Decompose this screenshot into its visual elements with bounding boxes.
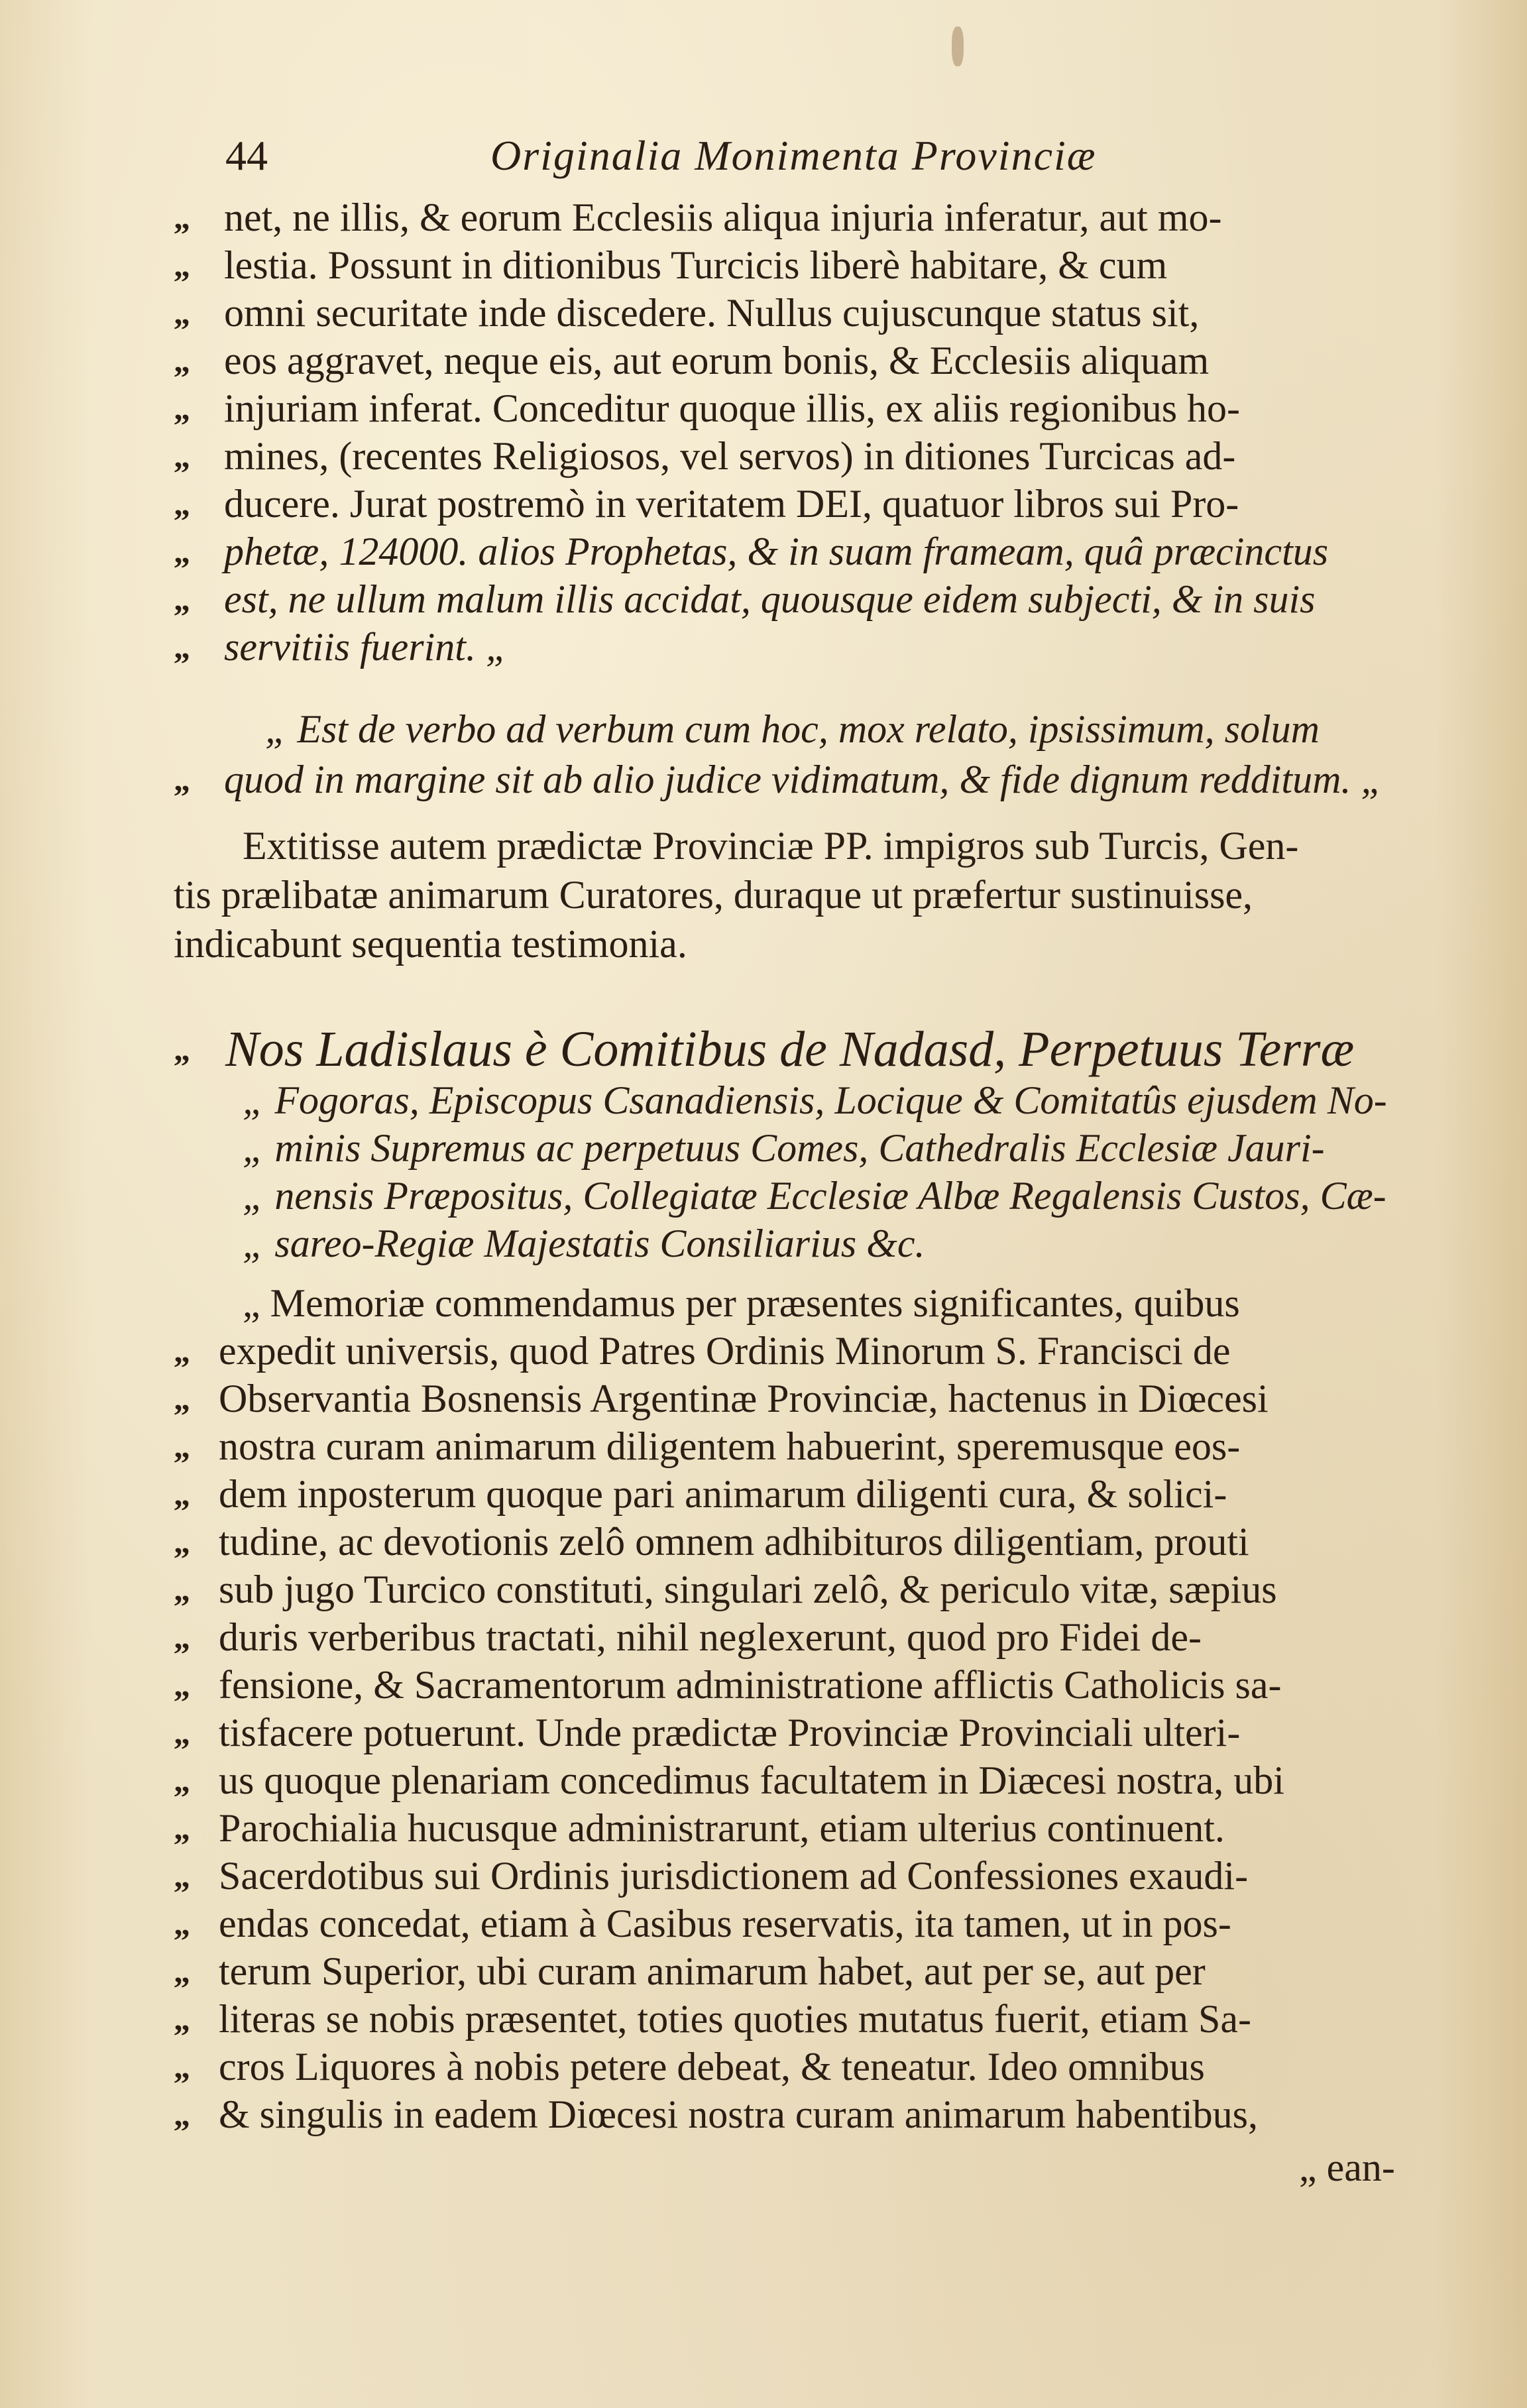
page-header (225, 129, 1219, 182)
line-text: tisfacere potuerunt. Unde prædictæ Provinciæ Provinciali ulteri- (219, 1711, 1241, 1754)
line-text: eos aggravet, neque eis, aut eorum bonis, & Ecclesiis aliquam (224, 339, 1210, 382)
quote-mark: „ (174, 1380, 190, 1417)
quote-mark: „ (174, 581, 190, 618)
quote-mark: „ (174, 2048, 190, 2085)
quote-mark: „ (174, 1031, 190, 1068)
quote-mark: „ (174, 761, 190, 798)
quote-mark: „ (174, 1475, 190, 1513)
line-text: injuriam inferat. Conceditur quoque illis, ex aliis regionibus ho- (224, 386, 1241, 430)
quote-mark: „ (174, 1523, 190, 1560)
line-text: cros Liquores à nobis petere debeat, & teneatur. Ideo omnibus (219, 2045, 1205, 2089)
running-head: Originalia Monimenta Provinciæ (490, 132, 1097, 179)
quote-mark: „ (174, 533, 190, 570)
line-text: est, ne ullum malum illis accidat, quousque eidem subjecti, & in suis (224, 577, 1316, 621)
quote-mark: „ (174, 437, 190, 475)
quote-mark: „ (174, 199, 190, 236)
line-text: tudine, ac devotionis zelô omnem adhibituros diligentiam, prouti (219, 1520, 1249, 1564)
quote-mark: „ (174, 342, 190, 379)
quote-mark: „ (174, 2096, 190, 2133)
quote-mark: „ (174, 1857, 190, 1894)
line-text: terum Superior, ubi curam animarum habet, aut per se, aut per (219, 1949, 1206, 1993)
line-text: Extitisse autem prædictæ Provinciæ PP. impigros sub Turcis, Gen- (243, 824, 1299, 868)
line-text: tis prælibatæ animarum Curatores, duraque ut præfertur sustinuisse, (174, 873, 1253, 917)
line-text: & singulis in eadem Diœcesi nostra curam animarum habentibus, (219, 2093, 1258, 2136)
line-text: sub jugo Turcico constituti, singulari zelô, & periculo vitæ, sæpius (219, 1568, 1277, 1611)
quote-mark: „ (174, 1428, 190, 1465)
line-text: fensione, & Sacramentorum administratione afflictis Catholicis sa- (219, 1663, 1282, 1707)
quote-mark: „ (174, 294, 190, 331)
quote-mark: „ (174, 485, 190, 522)
line-text: „ Memoriæ commendamus per præsentes significantes, quibus (243, 1281, 1240, 1325)
quote-mark: „ (174, 1619, 190, 1656)
quote-mark: „ (174, 1714, 190, 1751)
line-text: servitiis fuerint. „ (224, 625, 508, 669)
line-text: nostra curam animarum diligentem habuerint, speremusque eos- (219, 1424, 1241, 1468)
line-text: omni securitate inde discedere. Nullus cujuscunque status sit, (224, 291, 1200, 335)
line-text: „ Est de verbo ad verbum cum hoc, mox relato, ipsissimum, solum (265, 707, 1320, 751)
line-text: dem inposterum quoque pari animarum diligenti cura, & solici- (219, 1472, 1227, 1516)
line-text: ducere. Jurat postremò in veritatem DEI, quatuor libros sui Pro- (224, 482, 1239, 526)
page-number: 44 (225, 132, 268, 179)
line-text: mines, (recentes Religiosos, vel servos) in ditiones Turcicas ad- (224, 434, 1236, 478)
line-text: Nos Ladislaus è Comitibus de Nadasd, Perpetuus Terræ (225, 1021, 1355, 1077)
line-text: literas se nobis præsentet, toties quoties mutatus fuerit, etiam Sa- (219, 1997, 1252, 2041)
line-text: quod in margine sit ab alio judice vidimatum, & fide dignum redditum. „ (224, 758, 1383, 801)
quote-mark: „ (174, 628, 190, 665)
catchword: „ ean- (1299, 2146, 1395, 2189)
quote-mark: „ (174, 1809, 190, 1847)
line-text: Sacerdotibus sui Ordinis jurisdictionem ad Confessiones exaudi- (219, 1854, 1249, 1898)
line-text: Parochialia hucusque administrarunt, etiam ulterius continuent. (219, 1806, 1225, 1850)
line-text: „ nensis Præpositus, Collegiatæ Ecclesiæ Albæ Regalensis Custos, Cæ- (243, 1174, 1386, 1218)
line-text: Observantia Bosnensis Argentinæ Provinciæ, hactenus in Diœcesi (219, 1377, 1269, 1420)
line-text: lestia. Possunt in ditionibus Turcicis liberè habitare, & cum (224, 243, 1168, 287)
quote-mark: „ (174, 1332, 190, 1369)
line-text: „ Fogoras, Episcopus Csanadiensis, Locique & Comitatûs ejusdem No- (243, 1078, 1387, 1122)
quote-mark: „ (174, 247, 190, 284)
line-text: net, ne illis, & eorum Ecclesiis aliqua injuria inferatur, aut mo- (224, 196, 1222, 239)
quote-mark: „ (174, 1762, 190, 1799)
quote-mark: „ (174, 1905, 190, 1942)
line-text: us quoque plenariam concedimus facultatem in Diæcesi nostra, ubi (219, 1758, 1284, 1802)
line-text: indicabunt sequentia testimonia. (174, 922, 687, 966)
ink-stain (952, 27, 964, 66)
line-text: „ minis Supremus ac perpetuus Comes, Cathedralis Ecclesiæ Jauri- (243, 1126, 1325, 1170)
quote-mark: „ (174, 2000, 190, 2037)
quote-mark: „ (174, 1666, 190, 1703)
quote-mark: „ (174, 1571, 190, 1608)
line-text: endas concedat, etiam à Casibus reservatis, ita tamen, ut in pos- (219, 1902, 1231, 1945)
line-text: duris verberibus tractati, nihil neglexerunt, quod pro Fidei de- (219, 1615, 1202, 1659)
line-text: „ sareo-Regiæ Majestatis Consiliarius &c. (243, 1222, 925, 1265)
line-text: phetæ, 124000. alios Prophetas, & in suam frameam, quâ præcinctus (224, 530, 1329, 573)
quote-mark: „ (174, 1953, 190, 1990)
line-text: expedit universis, quod Patres Ordinis Minorum S. Francisci de (219, 1329, 1231, 1373)
quote-mark: „ (174, 390, 190, 427)
